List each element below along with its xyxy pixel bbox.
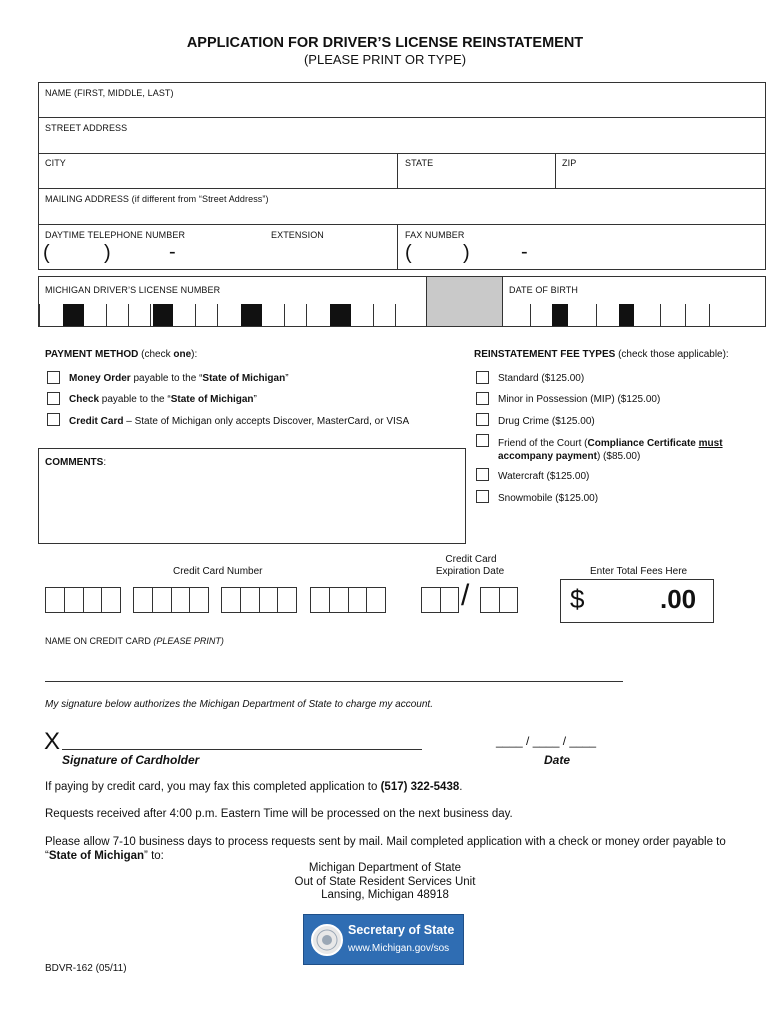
- license-digit-tick: [195, 304, 196, 326]
- check-option: Check payable to the “State of Michigan”: [69, 394, 257, 405]
- watercraft-fee-option: Watercraft ($125.00): [498, 471, 590, 482]
- comments-label: COMMENTS:: [45, 457, 107, 468]
- logo-url: www.Michigan.gov/sos: [348, 943, 450, 954]
- credit-card-number-label: Credit Card Number: [173, 566, 263, 577]
- license-separator-block: [63, 304, 84, 326]
- authorization-text: My signature below authorizes the Michigan Department of State to charge my account.: [45, 699, 433, 710]
- mip-fee-option: Minor in Possession (MIP) ($125.00): [498, 394, 661, 405]
- dollar-sign: $: [570, 584, 585, 614]
- name-field[interactable]: NAME (FIRST, MIDDLE, LAST): [45, 88, 174, 98]
- fax-paren-open: (: [405, 242, 412, 264]
- dob-digit-tick: [709, 304, 710, 326]
- license-digit-tick: [150, 304, 151, 326]
- license-separator-block: [241, 304, 262, 326]
- dob-digit-tick: [596, 304, 597, 326]
- fax-instruction: If paying by credit card, you may fax this completed application to (517) 322-5438.: [45, 781, 463, 793]
- card-number-group-2[interactable]: [133, 587, 209, 613]
- daytime-phone-field[interactable]: DAYTIME TELEPHONE NUMBER: [45, 230, 186, 240]
- dob-digit-tick: [660, 304, 661, 326]
- friend-of-court-fee-checkbox[interactable]: [476, 434, 489, 447]
- date-label: Date: [544, 753, 571, 767]
- card-number-group-3[interactable]: [221, 587, 297, 613]
- mailing-address-line-3: Lansing, Michigan 48918: [321, 889, 449, 901]
- name-on-card-line[interactable]: [45, 681, 623, 682]
- license-digit-tick: [373, 304, 374, 326]
- extension-field[interactable]: EXTENSION: [271, 230, 324, 240]
- phone-dash: -: [169, 241, 176, 263]
- expiration-label-line2: Expiration Date: [435, 566, 505, 577]
- license-separator-block: [330, 304, 351, 326]
- fee-types-heading: REINSTATEMENT FEE TYPES (check those applicable):: [474, 349, 729, 360]
- form-id: BDVR-162 (05/11): [45, 963, 127, 974]
- signature-x: X: [44, 728, 61, 755]
- license-digit-tick: [217, 304, 218, 326]
- fax-paren-close: ): [463, 242, 470, 264]
- mailing-address-line-2: Out of State Resident Services Unit: [294, 876, 476, 888]
- expiration-year[interactable]: [480, 587, 518, 613]
- license-separator-block: [153, 304, 173, 326]
- license-digit-tick: [106, 304, 107, 326]
- friend-of-court-fee-option: Friend of the Court (Compliance Certificate must accompany payment) ($85.00): [498, 438, 723, 462]
- card-number-group-4[interactable]: [310, 587, 386, 613]
- state-field[interactable]: STATE: [405, 158, 434, 168]
- zip-field[interactable]: ZIP: [562, 158, 577, 168]
- phone-paren-close: ): [104, 242, 111, 264]
- form-title: APPLICATION FOR DRIVER’S LICENSE REINSTATEMENT: [186, 35, 584, 51]
- watercraft-fee-checkbox[interactable]: [476, 468, 489, 481]
- expiration-month[interactable]: [421, 587, 459, 613]
- fax-number-field[interactable]: FAX NUMBER: [405, 230, 465, 240]
- date-blank[interactable]: ____ / ____ / ____: [496, 734, 597, 748]
- credit-card-option: Credit Card – State of Michigan only accepts Discover, MasterCard, or VISA: [69, 416, 410, 427]
- mip-fee-checkbox[interactable]: [476, 392, 489, 405]
- mailing-address-line-1: Michigan Department of State: [308, 862, 462, 874]
- mail-instruction: Please allow 7-10 business days to process requests sent by mail. Mail completed application with a check or money order payable to “State of Michigan” to:: [45, 836, 726, 862]
- license-number-field[interactable]: MICHIGAN DRIVER’S LICENSE NUMBER: [45, 285, 221, 295]
- mailing-address-field[interactable]: MAILING ADDRESS (if different from “Street Address”): [45, 194, 269, 204]
- license-divider-block: [426, 277, 503, 326]
- dob-separator-block: [619, 304, 634, 326]
- license-digit-tick: [284, 304, 285, 326]
- city-field[interactable]: CITY: [45, 158, 66, 168]
- fax-dash: -: [521, 241, 528, 263]
- license-digit-tick: [128, 304, 129, 326]
- credit-card-checkbox[interactable]: [47, 413, 60, 426]
- money-order-checkbox[interactable]: [47, 371, 60, 384]
- expiration-slash: /: [461, 579, 470, 612]
- date-of-birth-field[interactable]: DATE OF BIRTH: [509, 285, 578, 295]
- drug-crime-fee-checkbox[interactable]: [476, 413, 489, 426]
- logo-title: Secretary of State: [348, 923, 455, 937]
- license-digit-tick: [39, 304, 40, 326]
- snowmobile-fee-checkbox[interactable]: [476, 490, 489, 503]
- card-number-group-1[interactable]: [45, 587, 121, 613]
- snowmobile-fee-option: Snowmobile ($125.00): [498, 493, 599, 504]
- secretary-of-state-logo: [303, 914, 464, 965]
- applicant-info-box: [38, 82, 766, 270]
- expiration-label-line1: Credit Card: [445, 554, 497, 565]
- name-on-card-label: NAME ON CREDIT CARD (PLEASE PRINT): [45, 636, 224, 646]
- payment-method-heading: PAYMENT METHOD (check one):: [45, 349, 198, 360]
- standard-fee-checkbox[interactable]: [476, 371, 489, 384]
- state-seal-icon: [310, 923, 344, 957]
- drug-crime-fee-option: Drug Crime ($125.00): [498, 416, 595, 427]
- license-digit-tick: [395, 304, 396, 326]
- money-order-option: Money Order payable to the “State of Michigan”: [69, 373, 289, 384]
- license-box: [38, 276, 766, 327]
- dob-digit-tick: [530, 304, 531, 326]
- phone-paren-open: (: [43, 242, 50, 264]
- dob-separator-block: [552, 304, 568, 326]
- signature-label: Signature of Cardholder: [62, 753, 200, 767]
- cents-value: .00: [660, 584, 697, 614]
- street-address-field[interactable]: STREET ADDRESS: [45, 123, 128, 133]
- form-subtitle: (PLEASE PRINT OR TYPE): [303, 52, 467, 67]
- total-fees-label: Enter Total Fees Here: [590, 566, 688, 577]
- standard-fee-option: Standard ($125.00): [498, 373, 585, 384]
- cutoff-instruction: Requests received after 4:00 p.m. Eastern Time will be processed on the next business day.: [45, 808, 513, 820]
- dob-digit-tick: [685, 304, 686, 326]
- signature-line[interactable]: [62, 749, 422, 750]
- check-checkbox[interactable]: [47, 392, 60, 405]
- license-digit-tick: [306, 304, 307, 326]
